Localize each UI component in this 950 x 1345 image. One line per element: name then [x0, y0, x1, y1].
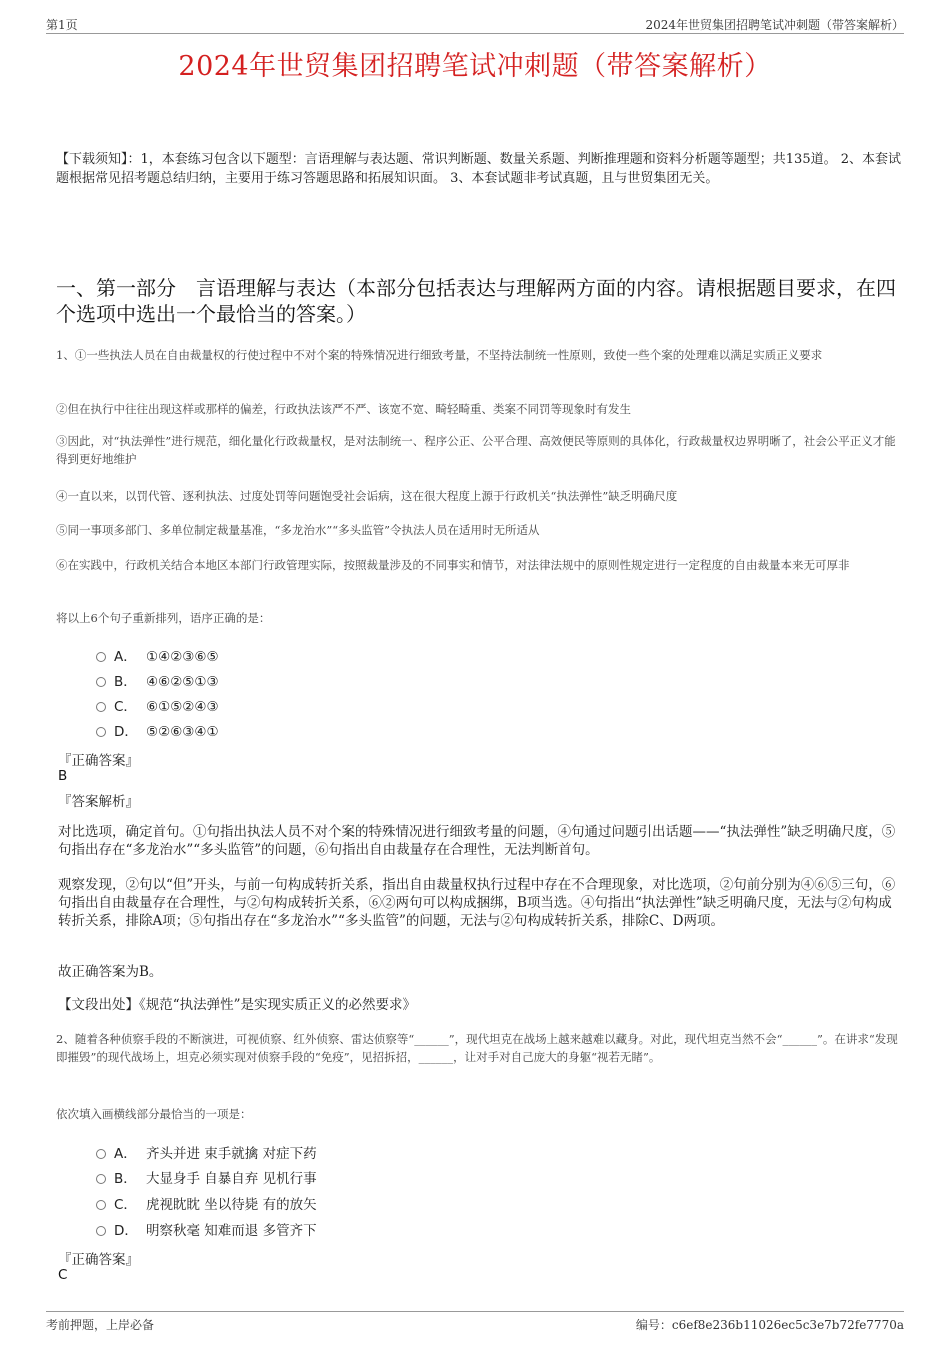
- q1-option-a[interactable]: A． ①④②③⑥⑤: [96, 645, 219, 665]
- q2-option-a[interactable]: A． 齐头并进 束手就擒 对症下药: [96, 1142, 317, 1162]
- footer-slogan: 考前押题，上岸必备: [46, 1318, 155, 1332]
- q1-analysis-2: 观察发现，②句以“但”开头，与前一句构成转折关系，指出自由裁量权执行过程中存在不合理现象，对比选项，②句前分别为④⑥⑤三句，⑥句指出自由裁量存在合理性，与②句构成转折关系，⑥②两句可以构成捆绑，B项当选。④句指出“执法弹性”缺乏明确尺度，无法与②句构成转折关系，排除A项；⑤句指出存在“多龙治水”“多头监管”的问题，无法与②句构成转折关系，排除C、D两项。: [58, 877, 896, 929]
- q2-option-d[interactable]: D． 明察秋毫 知难而退 多管齐下: [96, 1219, 317, 1239]
- q1-option-b[interactable]: B． ④⑥②⑤①③: [96, 670, 219, 690]
- q2-answer: C: [58, 1267, 68, 1283]
- section-heading: 一、第一部分 言语理解与表达（本部分包括表达与理解两方面的内容。请根据题目要求，在四个选项中选出一个最恰当的答案。）: [56, 276, 896, 326]
- radio-icon[interactable]: [96, 1149, 106, 1159]
- q1-prompt: 将以上6个句子重新排列，语序正确的是：: [56, 611, 271, 625]
- radio-icon[interactable]: [96, 702, 106, 712]
- q1-answer: B: [58, 768, 68, 784]
- document-title: 2024年世贸集团招聘笔试冲刺题（带答案解析）: [178, 51, 772, 82]
- q1-correct-label: 『正确答案』: [58, 753, 139, 769]
- q1-sentence-4: ④一直以来，以罚代管、逐利执法、过度处罚等问题饱受社会诟病，这在很大程度上源于行政机关“执法弹性”缺乏明确尺度: [56, 489, 678, 503]
- q1-sentence-1: 1、①一些执法人员在自由裁量权的行使过程中不对个案的特殊情况进行细致考量，不坚持法制统一性原则，致使一些个案的处理难以满足实质正义要求: [56, 348, 823, 362]
- radio-icon[interactable]: [96, 1226, 106, 1236]
- q2-prompt: 依次填入画横线部分最恰当的一项是：: [56, 1107, 252, 1121]
- q1-sentence-3: ③因此，对“执法弹性”进行规范，细化量化行政裁量权，是对法制统一、程序公正、公平合理、高效便民等原则的具体化，行政裁量权边界明晰了，社会公平正义才能得到更好地维护: [56, 434, 896, 466]
- radio-icon[interactable]: [96, 727, 106, 737]
- page-number: 第1页: [46, 18, 78, 32]
- q1-analysis-label: 『答案解析』: [58, 794, 139, 810]
- radio-icon[interactable]: [96, 1174, 106, 1184]
- q1-sentence-5: ⑤同一事项多部门、多单位制定裁量基准，“多龙治水”“多头监管”令执法人员在适用时无所适从: [56, 523, 540, 537]
- q2-stem: 2、随着各种侦察手段的不断演进，可视侦察、红外侦察、雷达侦察等“______”，现代坦克在战场上越来越难以藏身。对此，现代坦克当然不会“______”。在讲求“发现即摧毁”的现代战场上，坦克必须实现对侦察手段的“免疫”，见招拆招，______，让对手对自己庞大的身躯“视若无睹”。: [56, 1032, 898, 1064]
- q1-source: 【文段出处】《规范“执法弹性”是实现实质正义的必然要求》: [58, 997, 417, 1013]
- page-header: [46, 13, 904, 34]
- q2-option-c[interactable]: C． 虎视眈眈 坐以待毙 有的放矢: [96, 1193, 317, 1213]
- q1-sentence-6: ⑥在实践中，行政机关结合本地区本部门行政管理实际，按照裁量涉及的不同事实和情节，对法律法规中的原则性规定进行一定程度的自由裁量本来无可厚非: [56, 558, 850, 572]
- q1-sentence-2: ②但在执行中往往出现这样或那样的偏差，行政执法该严不严、该宽不宽、畸轻畸重、类案不同罚等现象时有发生: [56, 402, 631, 416]
- download-notice: 【下载须知】：1，本套练习包含以下题型：言语理解与表达题、常识判断题、数量关系题、判断推理题和资料分析题等题型；共135道。 2、本套试题根据常见招考题总结归纳，主要用于练习答题思路和拓展知识面。 3、本套试题非考试真题，且与世贸集团无关。: [56, 152, 901, 186]
- radio-icon[interactable]: [96, 677, 106, 687]
- radio-icon[interactable]: [96, 652, 106, 662]
- page-footer: [46, 1311, 904, 1334]
- q1-option-c[interactable]: C． ⑥①⑤②④③: [96, 695, 219, 715]
- footer-id: 编号：c6ef8e236b11026ec5c3e7b72fe7770a: [635, 1318, 904, 1332]
- q1-conclusion: 故正确答案为B。: [58, 964, 163, 980]
- radio-icon[interactable]: [96, 1200, 106, 1210]
- q1-analysis-1: 对比选项，确定首句。①句指出执法人员不对个案的特殊情况进行细致考量的问题，④句通过问题引出话题——“执法弹性”缺乏明确尺度，⑤句指出存在“多龙治水”“多头监管”的问题，⑥句指出自由裁量存在合理性，无法判断首句。: [58, 824, 896, 858]
- q2-correct-label: 『正确答案』: [58, 1252, 139, 1268]
- q2-option-b[interactable]: B． 大显身手 自暴自弃 见机行事: [96, 1167, 317, 1187]
- header-doc-title: 2024年世贸集团招聘笔试冲刺题（带答案解析）: [645, 18, 904, 32]
- q1-option-d[interactable]: D． ⑤②⑥③④①: [96, 720, 219, 740]
